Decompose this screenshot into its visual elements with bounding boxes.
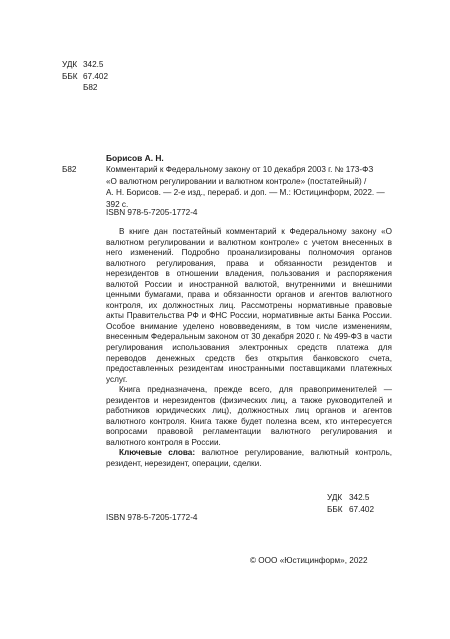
author-code-inline: Б82 xyxy=(62,165,77,175)
bib-line-4: 392 с. xyxy=(106,199,129,209)
keywords-label: Ключевые слова: xyxy=(119,448,196,458)
bib-line-3: А. Н. Борисов. — 2-е изд., перераб. и доп. — М.: Юстицинформ, 2022. — xyxy=(106,188,385,198)
udk-row-bottom xyxy=(327,492,374,504)
bib-line-2: «О валютном регулировании и валютном контроле» (постатейный) / xyxy=(106,176,367,186)
bbk-label: ББК xyxy=(62,71,78,81)
keywords-paragraph xyxy=(106,448,392,469)
bbk-label-bottom: ББК xyxy=(327,504,343,514)
bibliographic-record xyxy=(62,153,392,210)
classification-bottom xyxy=(327,492,374,515)
bbk-row-bottom xyxy=(327,504,374,516)
annotation xyxy=(106,227,392,470)
bib-line-1-text: Комментарий к Федеральному закону от 10 декабря 2003 г. № 173-ФЗ xyxy=(106,165,374,175)
udk-value-bottom: 342.5 xyxy=(349,493,370,502)
isbn-top: ISBN 978-5-7205-1772-4 xyxy=(106,208,198,217)
bbk-value: 67.402 xyxy=(83,71,109,81)
annotation-paragraph-2: Книга предназначена, прежде всего, для правоприменителей — резидентов и нерезидентов (физических лиц, а также руководителей и работников юридических лиц), должностных лиц органов и агентов валютного контроля. Книга также будет полезна всем, кто интересуется вопросами правовой регламентации валютного регулирования и валютного контроля в России. xyxy=(106,385,392,447)
udk-label: УДК xyxy=(62,60,78,69)
copyright-notice: © ООО «Юстицинформ», 2022 xyxy=(250,556,368,565)
isbn-bottom: ISBN 978-5-7205-1772-4 xyxy=(106,513,198,522)
udk-value: 342.5 xyxy=(83,60,104,69)
author-code-top: Б82 xyxy=(83,83,98,92)
bib-line-1 xyxy=(62,164,392,175)
bbk-row xyxy=(62,71,108,83)
udk-row xyxy=(62,59,108,71)
udk-label-bottom: УДК xyxy=(327,493,343,502)
classification-top xyxy=(62,59,108,94)
annotation-paragraph-1: В книге дан постатейный комментарий к Федеральному закону «О валютном регулировании и валютном контроле» с учетом внесенных в него изменений. Подробно проанализированы полномочия органов валютного регулирования, права и обязанности резидентов и нерезидентов в отношении владения, пользования и распоряжения валютой России и иностранной валютой, внутренними и внешними ценными бумагами, права и обязанности органов и агентов валютного контроля, их должностных лиц. Рассмотрены нормативные правовые акты Правительства РФ и ФНС России, нормативные акты Банка России. Особое внимание уделено нововведениям, в том числе изменениям, внесенным Федеральным законом от 30 декабря 2020 г. № 499-ФЗ в части регулирования использования электронных средств платежа для переводов денежных средств без открытия банковского счета, предоставленных резидентам иностранными поставщиками платежных услуг. xyxy=(106,227,392,384)
bbk-value-bottom: 67.402 xyxy=(349,504,375,514)
author-name: Борисов А. Н. xyxy=(106,153,164,163)
keywords-text: валютное регулирование, валютный контроль, резидент, нерезидент, операции, сделки. xyxy=(106,448,392,469)
